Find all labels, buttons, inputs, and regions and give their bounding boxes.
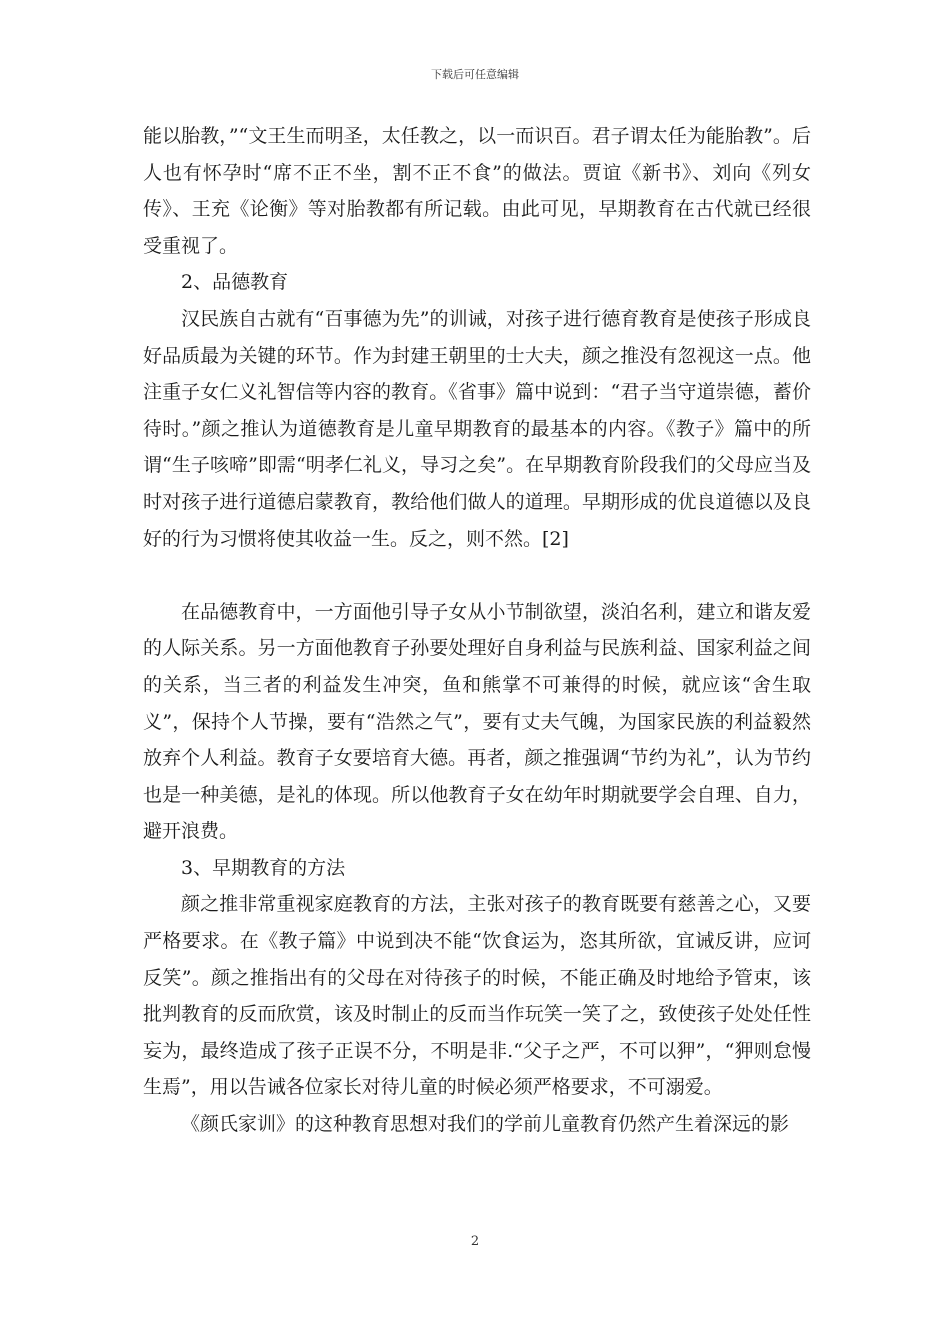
document-body xyxy=(143,118,811,1143)
section-heading-moral-education: 2、品德教育 xyxy=(181,271,289,294)
paragraph-moral-education-continued: 在品德教育中，一方面他引导子女从小节制欲望，淡泊名利，建立和谐友爱的人际关系。另一方面他教育子孙要处理好自身利益与民族利益、国家利益之间的关系，当三者的利益发生冲突，鱼和熊掌不可兼得的时候，就应该“舍生取义”，保持个人节操，要有“浩然之气”，要有丈夫气魄，为国家民族的利益毅然放弃个人利益。教育子女要培育大德。再者，颜之推强调“节约为礼”，认为节约也是一种美德，是礼的体现。所以他教育子女在幼年时期就要学会自理、自力，避开浪费。 xyxy=(143,600,811,843)
paragraph-methods: 颜之推非常重视家庭教育的方法，主张对孩子的教育既要有慈善之心，又要严格要求。在《教子篇》中说到决不能“饮食运为，恣其所欲，宜诫反讲，应诃反笑”。颜之推指出有的父母在对待孩子的时候，不能正确及时地给予管束，该批判教育的反而欣赏，该及时制止的反而当作玩笑一笑了之，致使孩子处处任性妄为，最终造成了孩子正误不分，不明是非.“父子之严，不可以狎”，“狎则怠慢生焉”，用以告诫各位家长对待儿童的时候必须严格要求，不可溺爱。 xyxy=(143,893,811,1099)
section-heading-methods: 3、早期教育的方法 xyxy=(181,856,346,879)
paragraph-prenatal-education: 能以胎教，”“文王生而明圣，太任教之，以一而识百。君子谓太任为能胎教”。后人也有怀孕时“席不正不坐，割不正不食”的做法。贾谊《新书》、刘向《列女传》、王充《论衡》等对胎教都有所记载。由此可见，早期教育在古代就已经很受重视了。 xyxy=(143,125,811,257)
page-number: 2 xyxy=(470,1234,480,1249)
page-header: 下载后可任意编辑 xyxy=(431,68,519,81)
blank-line xyxy=(143,557,811,594)
paragraph-moral-education: 汉民族自古就有“百事德为先”的训诫，对孩子进行德育教育是使孩子形成良好品质最为关键的环节。作为封建王朝里的士大夫，颜之推没有忽视这一点。他注重子女仁义礼智信等内容的教育。《省事》篇中说到：“君子当守道崇德，蓄价待时。”颜之推认为道德教育是儿童早期教育的最基本的内容。《教子》篇中的所谓“生子咳啼”即需“明孝仁礼义，导习之矣”。在早期教育阶段我们的父母应当及时对孩子进行道德启蒙教育，教给他们做人的道理。早期形成的优良道德以及良好的行为习惯将使其收益一生。反之，则不然。[2] xyxy=(143,307,811,550)
paragraph-influence: 《颜氏家训》的这种教育思想对我们的学前儿童教育仍然产生着深远的影 xyxy=(181,1113,790,1136)
